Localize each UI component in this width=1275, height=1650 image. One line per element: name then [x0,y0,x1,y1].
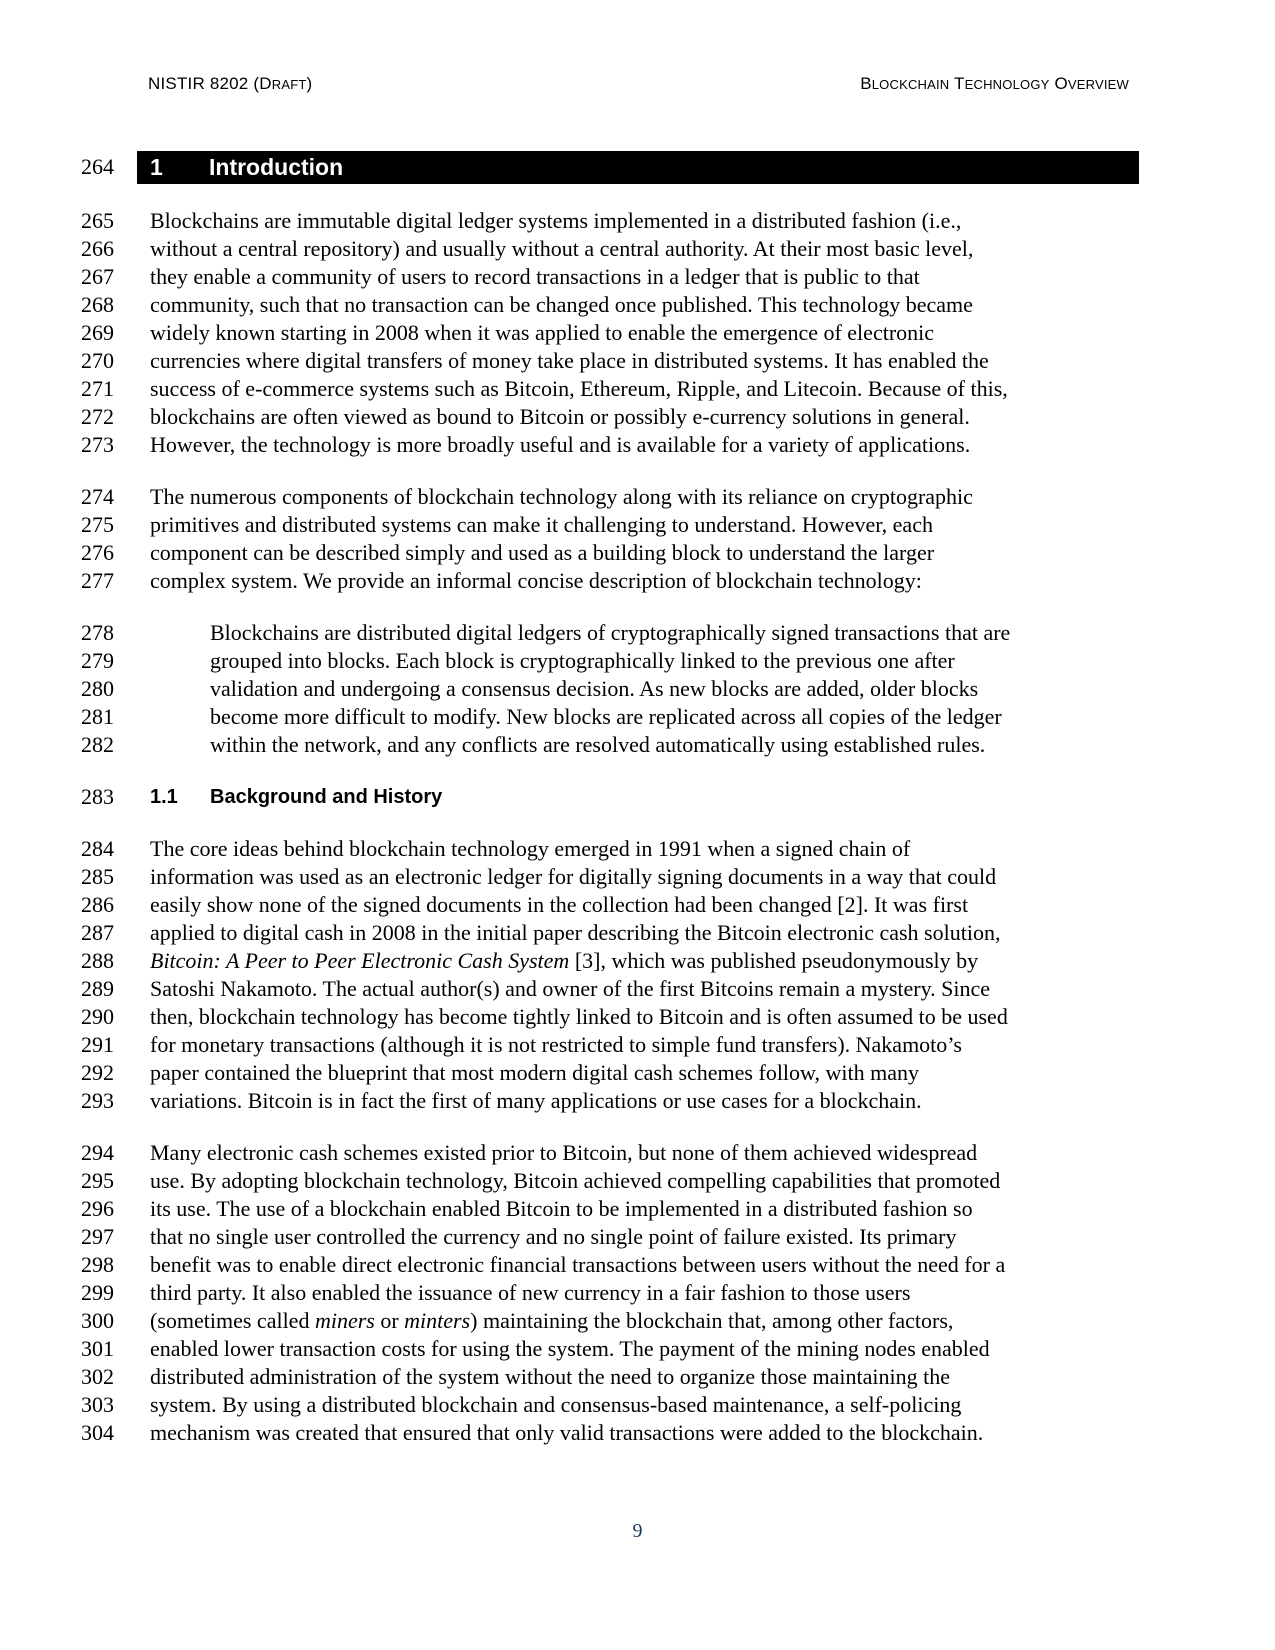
line-number: 270 [81,348,114,373]
body-line: its use. The use of a blockchain enabled Bitcoin to be implemented in a distributed fashion so [150,1196,973,1221]
subsection-title: Background and History [210,786,443,808]
line-number: 267 [81,264,114,289]
body-line: Many electronic cash schemes existed prior to Bitcoin, but none of them achieved widespread [150,1140,978,1165]
body-line: component can be described simply and used as a building block to understand the larger [150,540,935,565]
line-number: 284 [81,836,114,861]
running-header-left: NISTIR 8202 (DRAFT) [148,74,313,93]
section-heading-bar [137,151,1139,184]
line-number: 289 [81,976,114,1001]
subsection-heading [150,786,442,808]
body-line: use. By adopting blockchain technology, Bitcoin achieved compelling capabilities that promoted [150,1168,1001,1193]
line-number: 301 [81,1336,114,1361]
quote-line: validation and undergoing a consensus decision. As new blocks are added, older blocks [210,676,979,701]
line-number: 295 [81,1168,114,1193]
line-number: 290 [81,1004,114,1029]
body-line: system. By using a distributed blockchain and consensus-based maintenance, a self-policing [150,1392,962,1417]
body-line: for monetary transactions (although it is not restricted to simple fund transfers). Nakamoto’s [150,1032,962,1057]
subsection-number: 1.1 [150,786,178,808]
report-id: NISTIR 8202 [148,74,249,93]
body-line: widely known starting in 2008 when it was applied to enable the emergence of electronic [150,320,935,345]
line-number: 286 [81,892,114,917]
running-header-right: BLOCKCHAIN TECHNOLOGY OVERVIEW [860,74,1129,93]
body-line: currencies where digital transfers of money take place in distributed systems. It has enabled the [150,348,989,373]
line-number: 280 [81,676,114,701]
line-number: 300 [81,1308,114,1333]
quote-line: become more difficult to modify. New blocks are replicated across all copies of the ledger [210,704,1002,729]
line-number: 268 [81,292,114,317]
line-number: 298 [81,1252,114,1277]
line-number: 291 [81,1032,114,1057]
body-line: success of e-commerce systems such as Bitcoin, Ethereum, Ripple, and Litecoin. Because of this, [150,376,1008,401]
line-number: 274 [81,484,114,509]
body-line: (sometimes called miners or minters) maintaining the blockchain that, among other factors, [150,1308,954,1333]
body-line: distributed administration of the system without the need to organize those maintaining the [150,1364,950,1389]
line-number: 273 [81,432,114,457]
line-number: 302 [81,1364,114,1389]
line-number: 281 [81,704,114,729]
emphasis-term: minters [404,1308,471,1333]
body-line: Blockchains are immutable digital ledger systems implemented in a distributed fashion (i.e., [150,208,962,233]
line-number: 271 [81,376,114,401]
line-number: 303 [81,1392,114,1417]
body-line: third party. It also enabled the issuance of new currency in a fair fashion to those users [150,1280,911,1305]
quote-line: Blockchains are distributed digital ledgers of cryptographically signed transactions that are [210,620,1011,645]
quote-line: within the network, and any conflicts are resolved automatically using established rules. [210,732,986,757]
line-number: 272 [81,404,114,429]
line-number: 283 [81,784,114,809]
body-line: then, blockchain technology has become tightly linked to Bitcoin and is often assumed to be used [150,1004,1008,1029]
body-line: they enable a community of users to record transactions in a ledger that is public to that [150,264,920,289]
line-number: 282 [81,732,114,757]
body-line: mechanism was created that ensured that only valid transactions were added to the blockchain. [150,1420,984,1445]
line-number: 304 [81,1420,114,1445]
line-number: 285 [81,864,114,889]
body-line: blockchains are often viewed as bound to Bitcoin or possibly e-currency solutions in general. [150,404,970,429]
line-number: 277 [81,568,114,593]
line-number: 292 [81,1060,114,1085]
line-number: 279 [81,648,114,673]
line-number: 296 [81,1196,114,1221]
body-line: Satoshi Nakamoto. The actual author(s) and owner of the first Bitcoins remain a mystery. Since [150,976,991,1001]
body-line: The numerous components of blockchain technology along with its reliance on cryptographic [150,484,973,509]
body-line: complex system. We provide an informal concise description of blockchain technology: [150,568,922,593]
emphasis-term: miners [314,1308,375,1333]
body-line: enabled lower transaction costs for using the system. The payment of the mining nodes enabled [150,1336,990,1361]
line-number: 288 [81,948,114,973]
body-line: paper contained the blueprint that most modern digital cash schemes follow, with many [150,1060,919,1085]
body-line: without a central repository) and usually without a central authority. At their most basic level, [150,236,974,261]
body-line: primitives and distributed systems can make it challenging to understand. However, each [150,512,933,537]
body-line: that no single user controlled the currency and no single point of failure existed. Its primary [150,1224,957,1249]
line-number: 275 [81,512,114,537]
body-line: variations. Bitcoin is in fact the first of many applications or use cases for a blockchain. [150,1088,922,1113]
line-number: 299 [81,1280,114,1305]
page-number: 9 [632,1520,643,1542]
section-number: 1 [150,154,163,180]
line-number: 294 [81,1140,114,1165]
body-line: benefit was to enable direct electronic financial transactions between users without the need for a [150,1252,1006,1277]
line-number: 287 [81,920,114,945]
body-line: However, the technology is more broadly useful and is available for a variety of applications. [150,432,971,457]
line-number: 266 [81,236,114,261]
quote-line: grouped into blocks. Each block is cryptographically linked to the previous one after [210,648,955,673]
body-line: Bitcoin: A Peer to Peer Electronic Cash System [3], which was published pseudonymously by [150,948,979,973]
body-line: applied to digital cash in 2008 in the initial paper describing the Bitcoin electronic cash solution, [150,920,1001,945]
body-line: easily show none of the signed documents in the collection had been changed [2]. It was first [150,892,969,917]
line-number: 264 [81,154,114,179]
line-number: 297 [81,1224,114,1249]
line-number: 278 [81,620,114,645]
line-number: 293 [81,1088,114,1113]
body-line: The core ideas behind blockchain technology emerged in 1991 when a signed chain of [150,836,911,861]
line-number: 269 [81,320,114,345]
line-number: 265 [81,208,114,233]
cited-title: Bitcoin: A Peer to Peer Electronic Cash System [150,948,570,973]
body-line: information was used as an electronic ledger for digitally signing documents in a way that could [150,864,997,889]
body-line: community, such that no transaction can be changed once published. This technology became [150,292,973,317]
section-title: Introduction [209,154,344,180]
line-number: 276 [81,540,114,565]
